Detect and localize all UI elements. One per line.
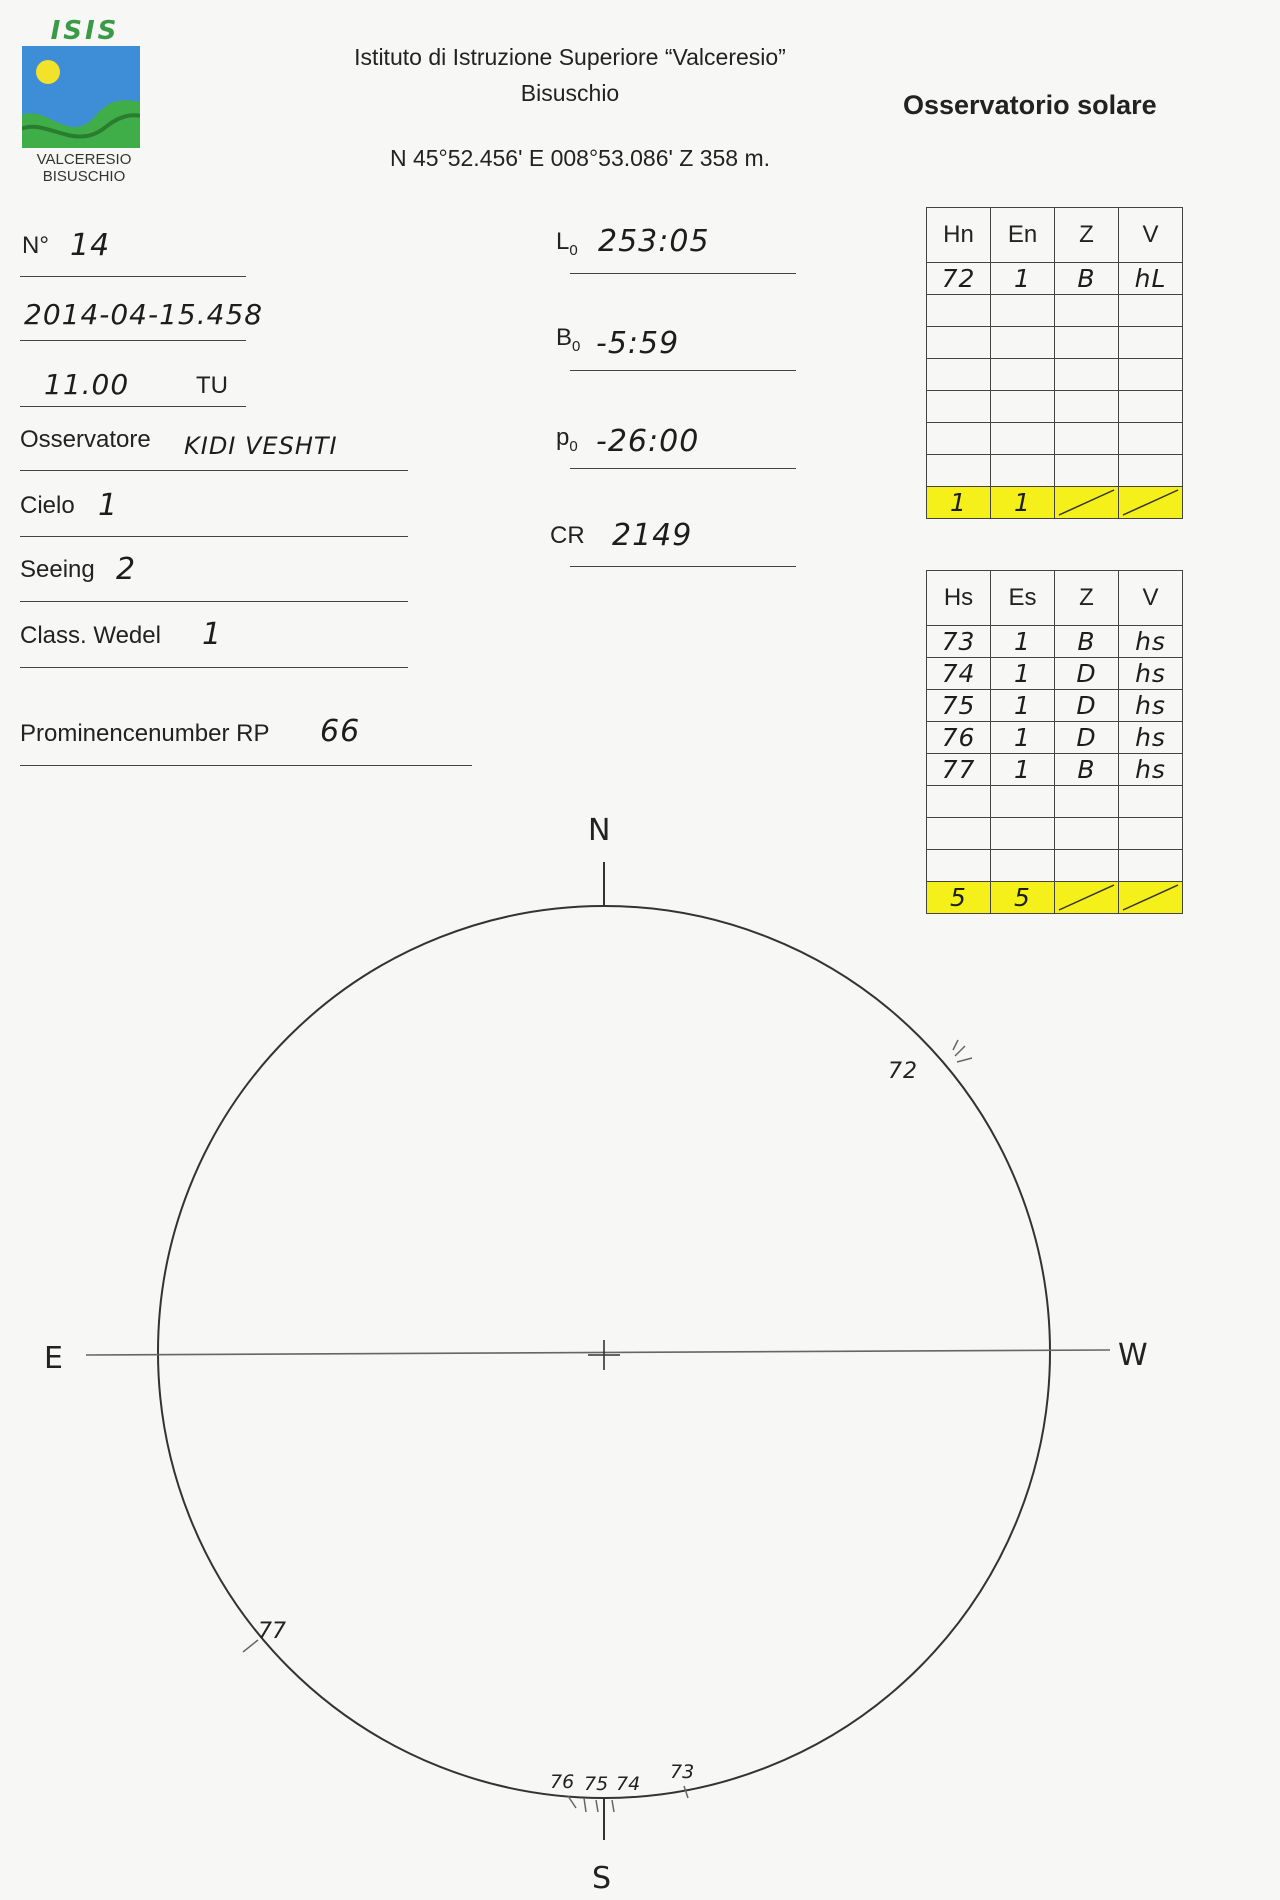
prominence-marks (243, 1040, 972, 1812)
time-unit: TU (196, 372, 228, 399)
cell-zurich-class: B (1055, 754, 1119, 786)
header-hs: Hs (927, 571, 991, 626)
prominence-label-77: 77 (258, 1619, 286, 1644)
cell-type: hs (1119, 722, 1183, 754)
l0-value: 253:05 (598, 224, 710, 259)
prominence-label-75: 75 (584, 1773, 609, 1795)
west-label: W (1118, 1338, 1148, 1373)
cell-type: hs (1119, 754, 1183, 786)
header-z: Z (1055, 571, 1119, 626)
sky-value: 1 (98, 488, 119, 523)
prominence-label-76: 76 (550, 1771, 575, 1793)
logo-line-1: VALCERESIO (36, 151, 132, 168)
cell-count: 1 (991, 658, 1055, 690)
east-label: E (44, 1341, 63, 1376)
time-value: 11.00 (44, 368, 130, 401)
observer-value: KIDI VESHTI (184, 432, 338, 460)
page-title: Osservatorio solare (903, 90, 1157, 120)
header-en: En (991, 208, 1055, 263)
prominence-label: Prominencenumber RP (20, 720, 270, 747)
cell-count: 1 (991, 722, 1055, 754)
observer-label: Osservatore (20, 426, 151, 453)
logo-wordmark: ISIS (50, 16, 120, 46)
l0-label: $L_0$ (556, 228, 578, 259)
seeing-label: Seeing (20, 556, 95, 583)
cell-count: 1 (991, 626, 1055, 658)
seeing-value: 2 (116, 552, 137, 587)
total-count: 1 (991, 487, 1055, 519)
b0-label: $B_0$ (556, 324, 581, 355)
sky-label: Cielo (20, 492, 75, 519)
prominence-value: 66 (320, 714, 361, 749)
school-name: Istituto di Istruzione Superiore “Valceresio” (354, 44, 786, 70)
total-groups: 5 (927, 882, 991, 914)
cell-group-number: 75 (927, 690, 991, 722)
north-label: N (588, 813, 611, 848)
cr-value: 2149 (612, 518, 693, 553)
header-es: Es (991, 571, 1055, 626)
date-value: 2014-04-15.458 (24, 298, 264, 331)
header-hn: Hn (927, 208, 991, 263)
cell-count: 1 (991, 690, 1055, 722)
number-value: 14 (70, 228, 111, 263)
p0-value: -26:00 (596, 424, 700, 459)
cell-type: hs (1119, 658, 1183, 690)
number-label: N° (22, 232, 49, 259)
prominence-mark-77 (243, 1640, 258, 1652)
header-z: Z (1055, 208, 1119, 263)
wedel-label: Class. Wedel (20, 622, 161, 649)
cell-type: hs (1119, 626, 1183, 658)
observatory-coordinates: N 45°52.456' E 008°53.086' Z 358 m. (389, 145, 771, 171)
total-groups: 1 (927, 487, 991, 519)
cell-count: 1 (991, 263, 1055, 295)
header-v: V (1119, 208, 1183, 263)
prominence-label-73: 73 (670, 1761, 695, 1783)
cell-zurich-class: D (1055, 690, 1119, 722)
total-count: 5 (991, 882, 1055, 914)
cell-group-number: 73 (927, 626, 991, 658)
logo-line-2: BISUSCHIO (42, 168, 126, 185)
cell-zurich-class: D (1055, 722, 1119, 754)
cell-group-number: 77 (927, 754, 991, 786)
prominence-label-72: 72 (888, 1059, 918, 1084)
cell-count: 1 (991, 754, 1055, 786)
cell-type: hs (1119, 690, 1183, 722)
cell-type: hL (1119, 263, 1183, 295)
cell-zurich-class: B (1055, 626, 1119, 658)
cell-group-number: 72 (927, 263, 991, 295)
cr-label: CR (550, 522, 585, 549)
cell-zurich-class: B (1055, 263, 1119, 295)
cell-group-number: 76 (927, 722, 991, 754)
prominence-label-74: 74 (616, 1773, 641, 1795)
wedel-value: 1 (202, 617, 223, 652)
south-label: S (592, 1861, 612, 1896)
cell-zurich-class: D (1055, 658, 1119, 690)
header-v: V (1119, 571, 1183, 626)
prominence-mark-72 (953, 1040, 972, 1062)
p0-label: $p_0$ (556, 424, 578, 455)
school-town: Bisuschio (520, 80, 620, 106)
b0-value: -5:59 (596, 326, 680, 361)
cell-group-number: 74 (927, 658, 991, 690)
